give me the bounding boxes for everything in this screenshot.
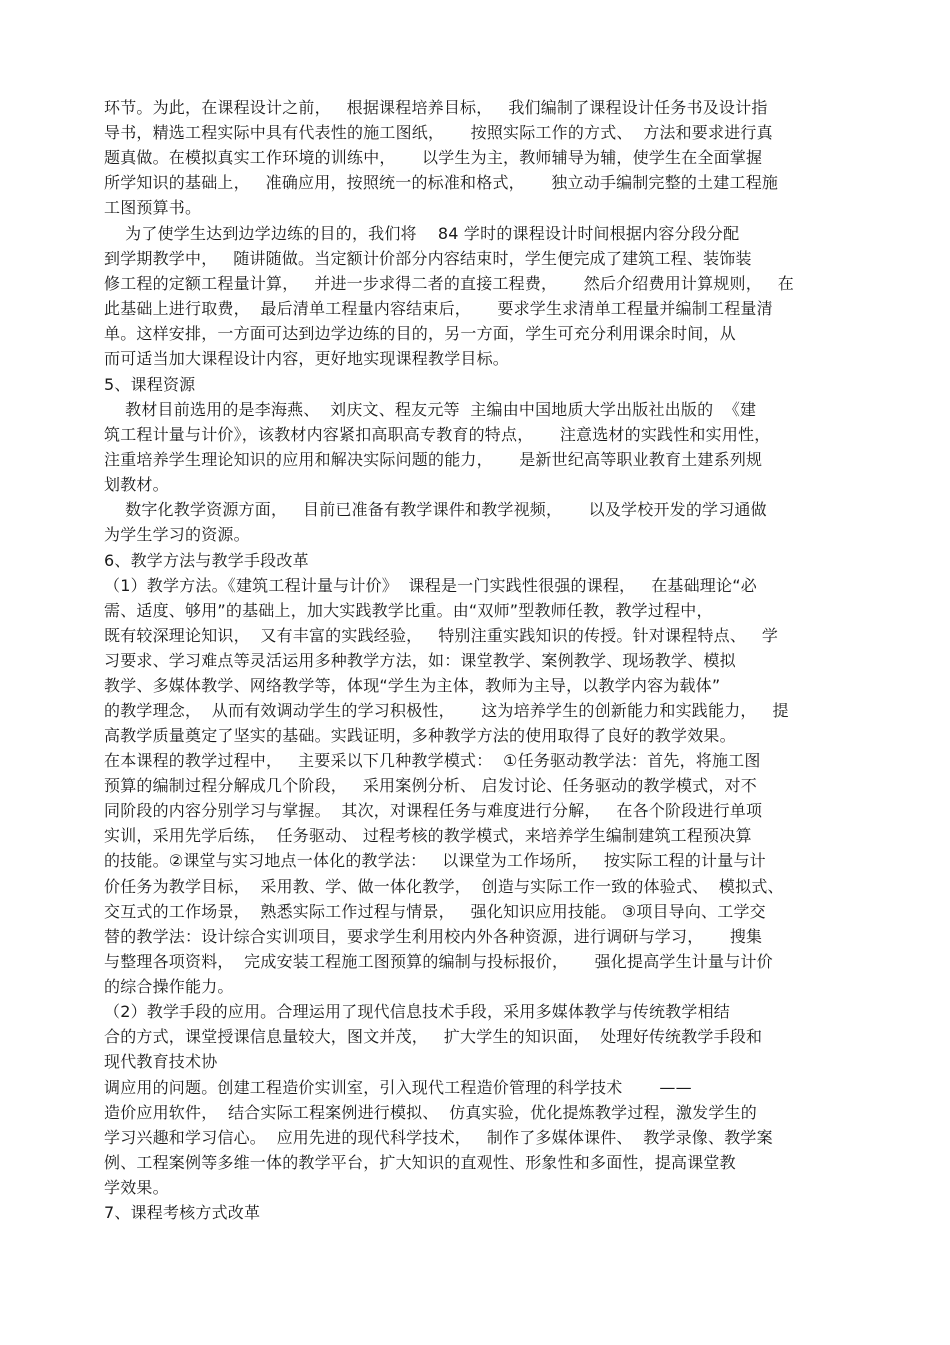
text-line: 现代教育技术协 (104, 1052, 218, 1071)
text-line: 学效果。 (104, 1178, 169, 1197)
text-line: 与整理各项资料， 完成安装工程施工图预算的编制与投标报价， 强化提高学生计量与计价 (104, 952, 773, 971)
text-line: 的综合操作能力。 (104, 977, 234, 996)
text-line: 工图预算书。 (104, 198, 202, 217)
section-heading: 6、教学方法与教学手段改革 (104, 551, 309, 570)
text-line: 实训，采用先学后练， 任务驱动、 过程考核的教学模式，来培养学生编制建筑工程预决算 (104, 826, 752, 845)
text-line: 划教材。 (104, 475, 169, 494)
text-line: 调应用的问题。创建工程造价实训室，引入现代工程造价管理的科学技术 —— (104, 1078, 692, 1097)
text-line: 注重培养学生理论知识的应用和解决实际问题的能力， 是新世纪高等职业教育土建系列规 (104, 450, 763, 469)
text-line: 导书，精选工程实际中具有代表性的施工图纸， 按照实际工作的方式、 方法和要求进行真 (104, 123, 773, 142)
text-line: 题真做。在模拟真实工作环境的训练中， 以学生为主，教师辅导为辅，使学生在全面掌握 (104, 148, 763, 167)
text-line: （2）教学手段的应用。合理运用了现代信息技术手段，采用多媒体教学与传统教学相结 (104, 1002, 730, 1021)
text-line: 在本课程的教学过程中， 主要采以下几种教学模式： ①任务驱动教学法：首先，将施工图 (104, 751, 761, 770)
text-line: 数字化教学资源方面， 目前已准备有教学课件和教学视频， 以及学校开发的学习通做 (104, 500, 767, 519)
text-line: 教学、多媒体教学、网络教学等，体现“学生为主体，教师为主导，以教学内容为载体” (104, 676, 721, 695)
text-line: 高教学质量奠定了坚实的基础。实践证明，多种教学方法的使用取得了良好的教学效果。 (104, 726, 736, 745)
text-line: 而可适当加大课程设计内容，更好地实现课程教学目标。 (104, 349, 510, 368)
text-line: 所学知识的基础上， 准确应用，按照统一的标准和格式， 独立动手编制完整的土建工程施 (104, 173, 779, 192)
text-line: 的技能。②课堂与实习地点一体化的教学法： 以课堂为工作场所， 按实际工程的计量与计 (104, 851, 766, 870)
text-line: 教材目前选用的是李海燕、 刘庆文、程友元等 主编由中国地质大学出版社出版的 《建 (104, 400, 757, 419)
text-line: 此基础上进行取费， 最后清单工程量内容结束后， 要求学生求清单工程量并编制工程量清 (104, 299, 773, 318)
text-line: 筑工程计量与计价》，该教材内容紧扣高职高专教育的特点， 注意选材的实践性和实用性， (104, 425, 771, 444)
text-line: 合的方式，课堂授课信息量较大，图文并茂， 扩大学生的知识面， 处理好传统教学手段和 (104, 1027, 763, 1046)
text-line: 替的教学法：设计综合实训项目，要求学生利用校内外各种资源，进行调研与学习， 搜集 (104, 927, 763, 946)
text-line: 为学生学习的资源。 (104, 525, 250, 544)
text-line: 例、工程案例等多维一体的教学平台，扩大知识的直观性、形象性和多面性，提高课堂教 (104, 1153, 736, 1172)
text-line: 价任务为教学目标， 采用教、学、做一体化教学， 创造与实际工作一致的体验式、 模拟式、 (104, 877, 784, 896)
text-line: 需、适度、够用”的基础上，加大实践教学比重。由“双师”型教师任教，教学过程中， (104, 601, 713, 620)
text-line: （1）教学方法。《建筑工程计量与计价》 课程是一门实践性很强的课程， 在基础理论“必 (104, 576, 757, 595)
text-line: 交互式的工作场景， 熟悉实际工作过程与情景， 强化知识应用技能。 ③项目导向、工学交 (104, 902, 766, 921)
text-line: 到学期教学中， 随讲随做。当定额计价部分内容结束时，学生便完成了建筑工程、装饰装 (104, 249, 752, 268)
section-heading: 5、课程资源 (104, 375, 196, 394)
text-line: 为了使学生达到边学边练的目的，我们将 84 学时的课程设计时间根据内容分段分配 (104, 224, 740, 243)
text-line: 单。这样安排，一方面可达到边学边练的目的，另一方面，学生可充分利用课余时间，从 (104, 324, 736, 343)
text-line: 环节。为此，在课程设计之前， 根据课程培养目标， 我们编制了课程设计任务书及设计指 (104, 98, 768, 117)
text-line: 造价应用软件， 结合实际工程案例进行模拟、 仿真实验，优化提炼教学过程，激发学生的 (104, 1103, 757, 1122)
text-line: 的教学理念， 从而有效调动学生的学习积极性， 这为培养学生的创新能力和实践能力， 提 (104, 701, 789, 720)
text-line: 修工程的定额工程量计算， 并进一步求得二者的直接工程费， 然后介绍费用计算规则， 在 (104, 274, 794, 293)
text-line: 预算的编制过程分解成几个阶段， 采用案例分析、 启发讨论、任务驱动的教学模式，对不 (104, 776, 757, 795)
text-line: 既有较深理论知识， 又有丰富的实践经验， 特别注重实践知识的传授。针对课程特点、 学 (104, 626, 779, 645)
text-line: 习要求、学习难点等灵活运用多种教学方法，如：课堂教学、案例教学、现场教学、模拟 (104, 651, 736, 670)
section-heading: 7、课程考核方式改革 (104, 1203, 261, 1222)
text-line: 同阶段的内容分别学习与掌握。 其次，对课程任务与难度进行分解， 在各个阶段进行单项 (104, 801, 763, 820)
text-line: 学习兴趣和学习信心。 应用先进的现代科学技术， 制作了多媒体课件、 教学录像、教学案 (104, 1128, 773, 1147)
